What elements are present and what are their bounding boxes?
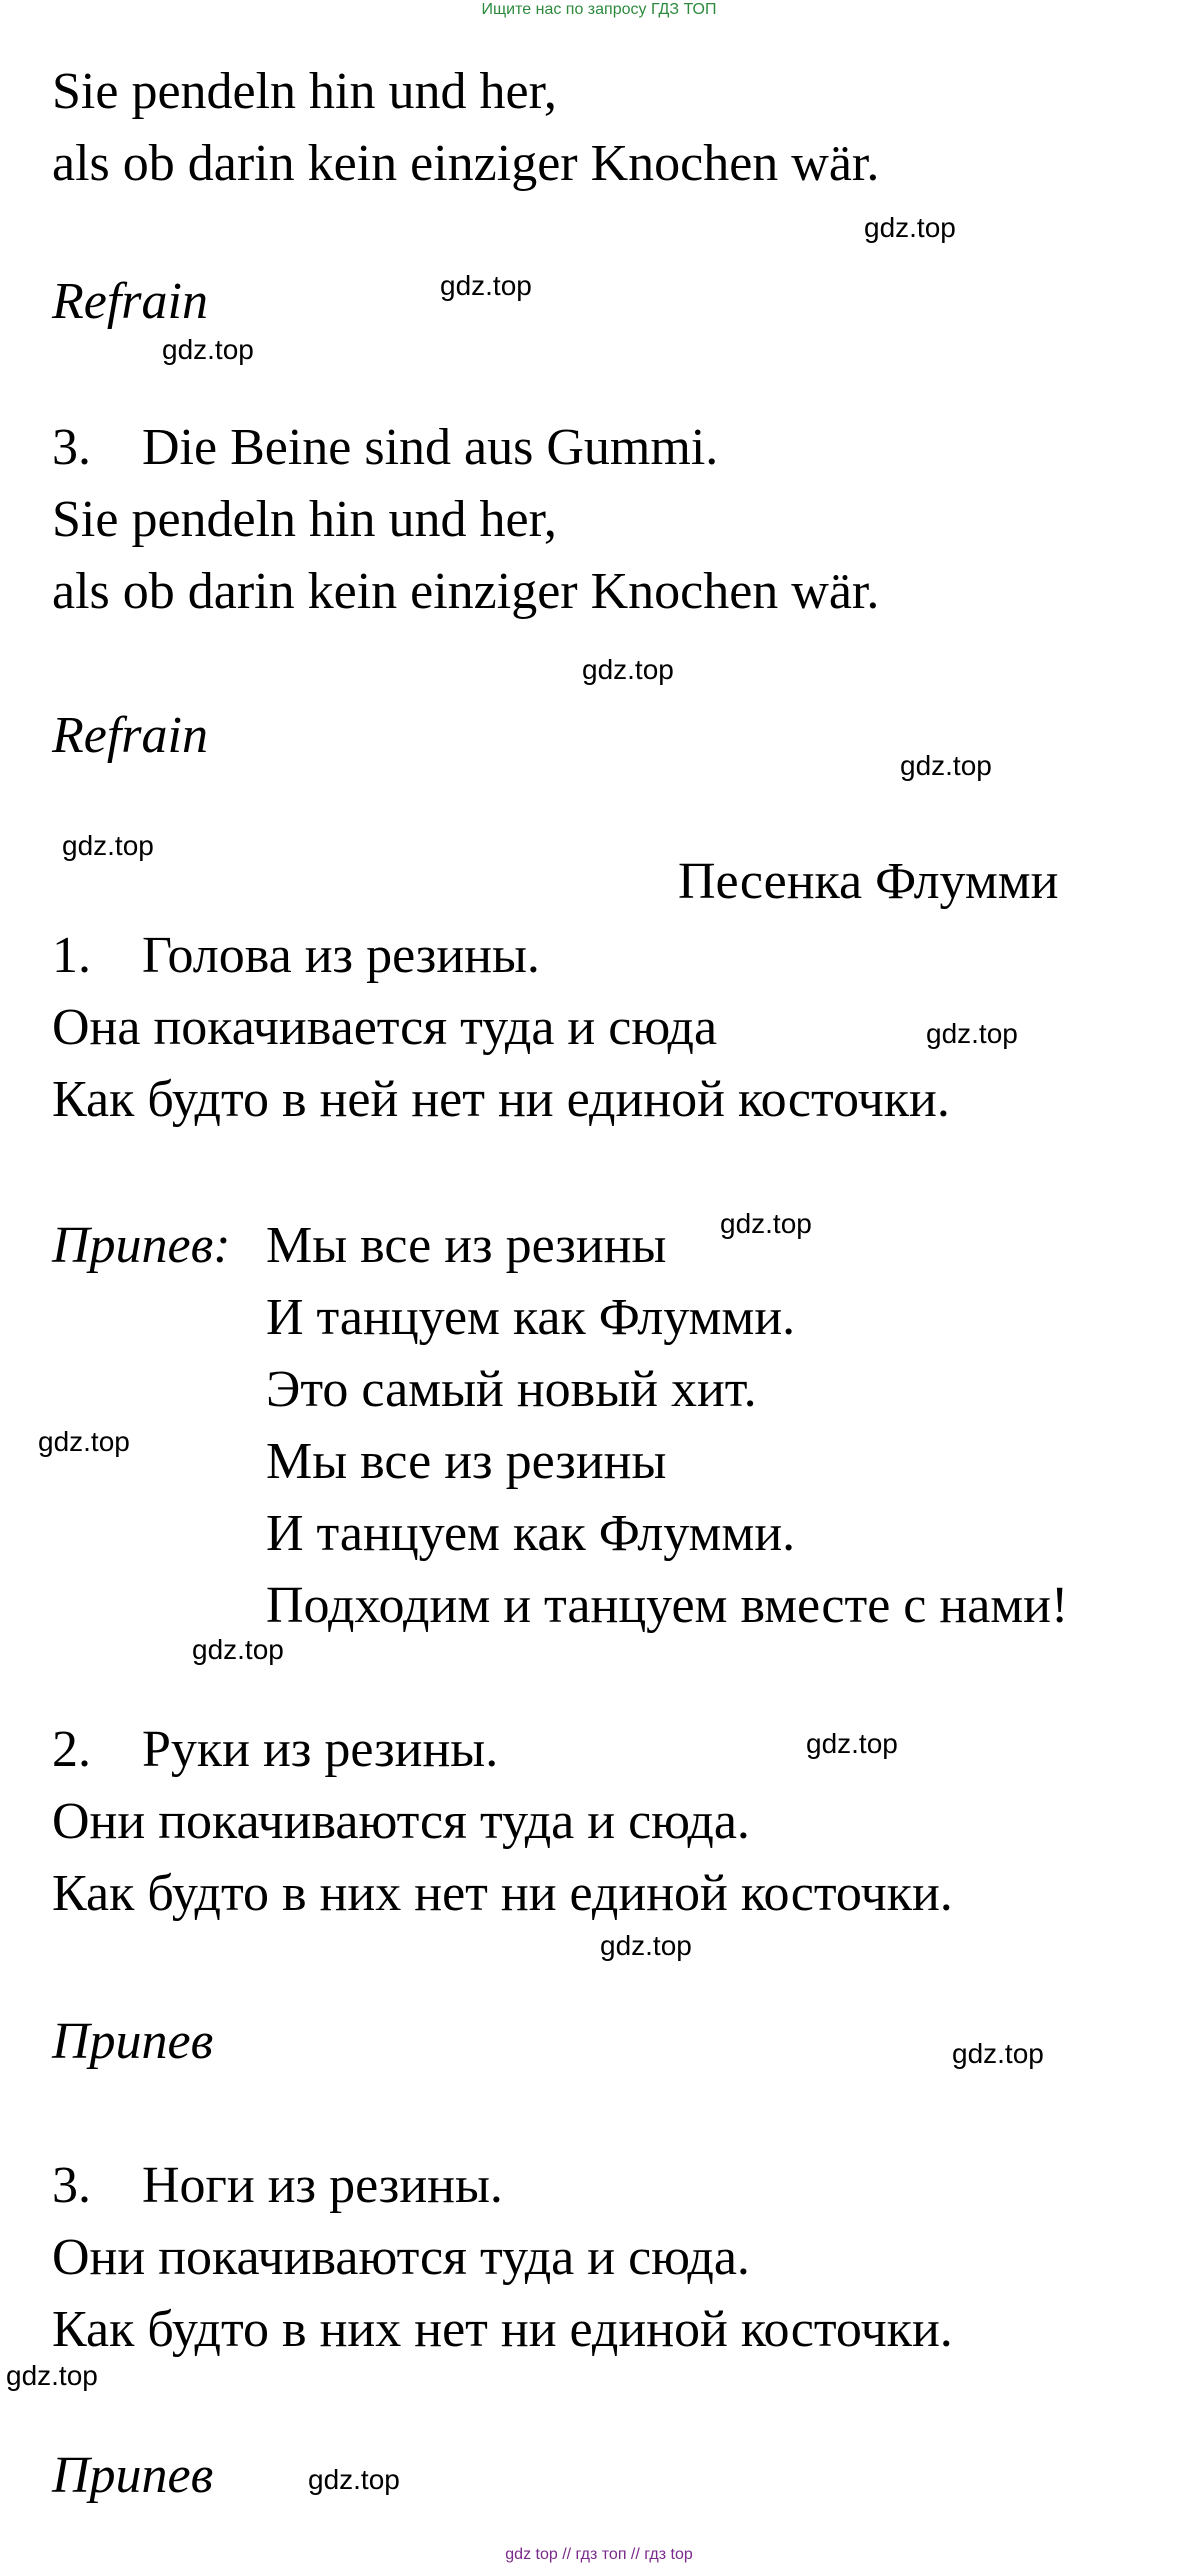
german-refrain-label: Refrain bbox=[52, 273, 208, 330]
watermark-text: gdz.top bbox=[308, 2464, 400, 2495]
watermark-text: gdz.top bbox=[900, 750, 992, 781]
russian-verse3-line2: Они покачиваются туда и сюда. bbox=[52, 2229, 750, 2286]
russian-chorus-label: Припев: bbox=[52, 1217, 231, 1274]
watermark-text: gdz.top bbox=[582, 654, 674, 685]
russian-verse2-line3: Как будто в них нет ни единой косточки. bbox=[52, 1865, 953, 1922]
german-verse3-line2: Sie pendeln hin und her, bbox=[52, 491, 557, 548]
russian-verse1-line3: Как будто в ней нет ни единой косточки. bbox=[52, 1071, 950, 1128]
watermark-text: gdz.top bbox=[720, 1208, 812, 1239]
russian-chorus-line6: Подходим и танцуем вместе с нами! bbox=[266, 1577, 1069, 1634]
german-verse3-line3: als ob darin kein einziger Knochen wär. bbox=[52, 563, 880, 620]
russian-title: Песенка Флумми bbox=[678, 853, 1059, 910]
russian-verse2-number: 2. bbox=[52, 1721, 91, 1778]
russian-chorus3-label: Припев bbox=[52, 2447, 214, 2504]
watermark-text: gdz.top bbox=[162, 334, 254, 365]
site-footer-text: gdz top // гдз топ // гдз top bbox=[505, 2546, 693, 2563]
russian-chorus-line5: И танцуем как Флумми. bbox=[266, 1505, 796, 1562]
russian-chorus-line4: Мы все из резины bbox=[266, 1433, 667, 1490]
russian-verse1-line1 bbox=[52, 926, 540, 986]
russian-chorus-line1: Мы все из резины bbox=[266, 1217, 667, 1274]
german-verse2-line1: Sie pendeln hin und her, bbox=[52, 63, 557, 120]
german-verse3-number: 3. bbox=[52, 419, 91, 476]
russian-verse2-text: Руки из резины. bbox=[142, 1721, 499, 1778]
watermark-text: gdz.top bbox=[62, 830, 154, 861]
watermark-text: gdz.top bbox=[440, 270, 532, 301]
russian-chorus-line3: Это самый новый хит. bbox=[266, 1361, 757, 1418]
watermark-text: gdz.top bbox=[6, 2360, 98, 2391]
watermark-text: gdz.top bbox=[864, 212, 956, 243]
russian-verse3-number: 3. bbox=[52, 2157, 91, 2214]
german-verse2-line2: als ob darin kein einziger Knochen wär. bbox=[52, 135, 880, 192]
russian-verse3-line1 bbox=[52, 2156, 503, 2216]
russian-verse1-line2: Она покачивается туда и сюда bbox=[52, 999, 718, 1056]
watermark-text: gdz.top bbox=[600, 1930, 692, 1961]
russian-verse3-line3: Как будто в них нет ни единой косточки. bbox=[52, 2301, 953, 2358]
site-header-text: Ищите нас по запросу ГДЗ ТОП bbox=[481, 1, 717, 18]
russian-verse1-text: Голова из резины. bbox=[142, 927, 540, 984]
watermark-text: gdz.top bbox=[192, 1634, 284, 1665]
watermark-text: gdz.top bbox=[806, 1728, 898, 1759]
russian-verse1-number: 1. bbox=[52, 927, 91, 984]
russian-verse2-line1 bbox=[52, 1720, 498, 1780]
watermark-text: gdz.top bbox=[926, 1018, 1018, 1049]
russian-verse3-text: Ноги из резины. bbox=[142, 2157, 503, 2214]
german-verse3-text: Die Beine sind aus Gummi. bbox=[142, 419, 719, 476]
german-verse3-line1 bbox=[52, 418, 718, 478]
watermark-text: gdz.top bbox=[38, 1426, 130, 1457]
russian-chorus2-label: Припев bbox=[52, 2013, 214, 2070]
watermark-text: gdz.top bbox=[952, 2038, 1044, 2069]
russian-verse2-line2: Они покачиваются туда и сюда. bbox=[52, 1793, 750, 1850]
german-refrain2-label: Refrain bbox=[52, 707, 208, 764]
russian-chorus-line2: И танцуем как Флумми. bbox=[266, 1289, 796, 1346]
